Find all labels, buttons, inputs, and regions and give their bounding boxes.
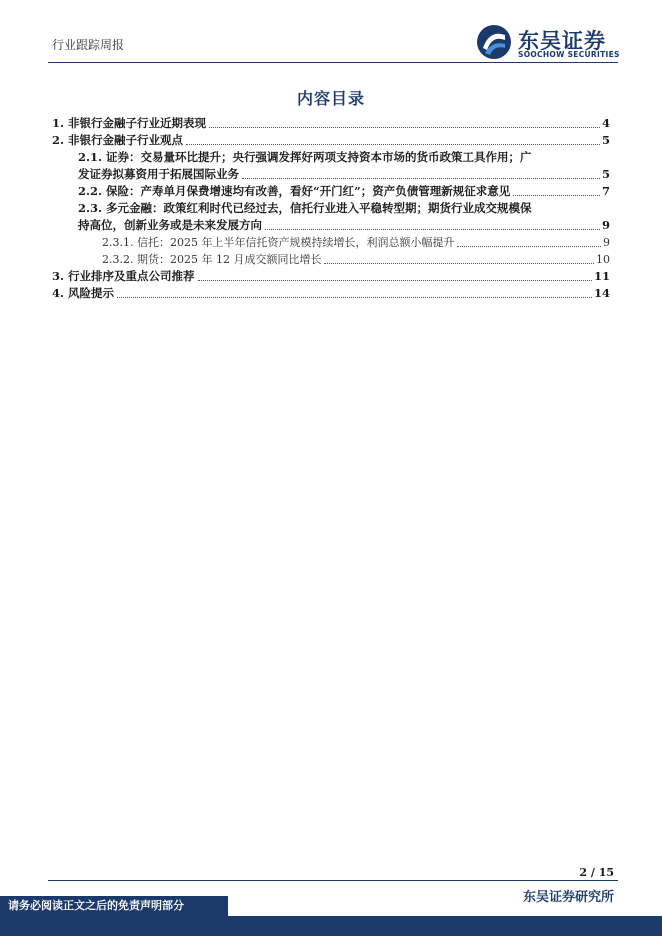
soochow-logo-icon: [476, 24, 512, 60]
toc-entry-page: 10: [596, 253, 610, 266]
toc-entry-label: 4. 风险提示: [52, 286, 115, 300]
toc-entry-label: 发证券拟募资用于拓展国际业务: [78, 167, 239, 181]
toc-entry-label-line1: 2.3. 多元金融：政策红利时代已经过去，信托行业进入平稳转型期；期货行业成交规模保: [78, 201, 532, 215]
toc-entry-page: 4: [601, 116, 610, 130]
toc-entry-label: 3. 行业排序及重点公司推荐: [52, 269, 195, 283]
dot-leader: [324, 263, 594, 264]
toc-entry-1[interactable]: [52, 115, 610, 132]
toc-entry-label: 持高位，创新业务或是未来发展方向: [78, 218, 262, 232]
toc-entry-label: 2. 非银行金融子行业观点: [52, 133, 184, 147]
toc-title: 内容目录: [296, 89, 365, 108]
toc-entry-2-3-1[interactable]: [52, 234, 610, 251]
dot-leader: [457, 246, 601, 247]
dot-leader: [117, 297, 592, 298]
toc-entry-label: 2.3.2. 期货：2025 年 12 月成交额同比增长: [102, 253, 322, 266]
dot-leader: [265, 229, 600, 230]
dot-leader: [513, 195, 600, 196]
dot-leader: [242, 178, 600, 179]
header-divider: [48, 62, 618, 63]
toc-entry-label: 1. 非银行金融子行业近期表现: [52, 116, 207, 130]
dot-leader: [209, 127, 600, 128]
disclaimer-banner: 请务必阅读正文之后的免责声明部分: [0, 896, 228, 916]
toc-entry-2-3-2[interactable]: [52, 251, 610, 268]
toc-entry-4[interactable]: [52, 285, 610, 302]
footer-bar: [0, 916, 662, 936]
toc-entry-page: 5: [601, 167, 610, 181]
toc-entry-page: 5: [601, 133, 610, 147]
toc-entry-label: 2.2. 保险：产寿单月保费增速均有改善，看好“开门红”；资产负债管理新规征求意见: [78, 184, 511, 198]
toc-entry-label: 2.3.1. 信托：2025 年上半年信托资产规模持续增长，利润总额小幅提升: [102, 236, 455, 249]
logo-chinese-name: 东吴证券: [518, 29, 606, 53]
toc-entry-3[interactable]: [52, 268, 610, 285]
toc-entry-page: 14: [593, 286, 610, 300]
toc-entry-label-line1: 2.1. 证券：交易量环比提升；央行强调发挥好两项支持资本市场的货币政策工具作用；广: [78, 150, 532, 164]
dot-leader: [198, 280, 592, 281]
toc-entry-page: 9: [601, 218, 610, 232]
toc-entry-page: 9: [603, 236, 610, 249]
toc-entry-2-3[interactable]: [52, 200, 610, 234]
table-of-contents: [52, 115, 610, 302]
toc-entry-page: 7: [601, 184, 610, 198]
institute-name: 东吴证券研究所: [522, 890, 614, 905]
company-logo: [476, 24, 620, 60]
page-number: 2 / 15: [579, 866, 614, 879]
toc-entry-2-2[interactable]: [52, 183, 610, 200]
report-type-label: 行业跟踪周报: [52, 38, 125, 52]
dot-leader: [186, 144, 600, 145]
toc-entry-page: 11: [593, 269, 610, 283]
logo-english-name: SOOCHOW SECURITIES: [518, 50, 620, 59]
footer-divider: [48, 880, 618, 881]
toc-entry-2[interactable]: [52, 132, 610, 149]
toc-entry-2-1[interactable]: [52, 149, 610, 183]
